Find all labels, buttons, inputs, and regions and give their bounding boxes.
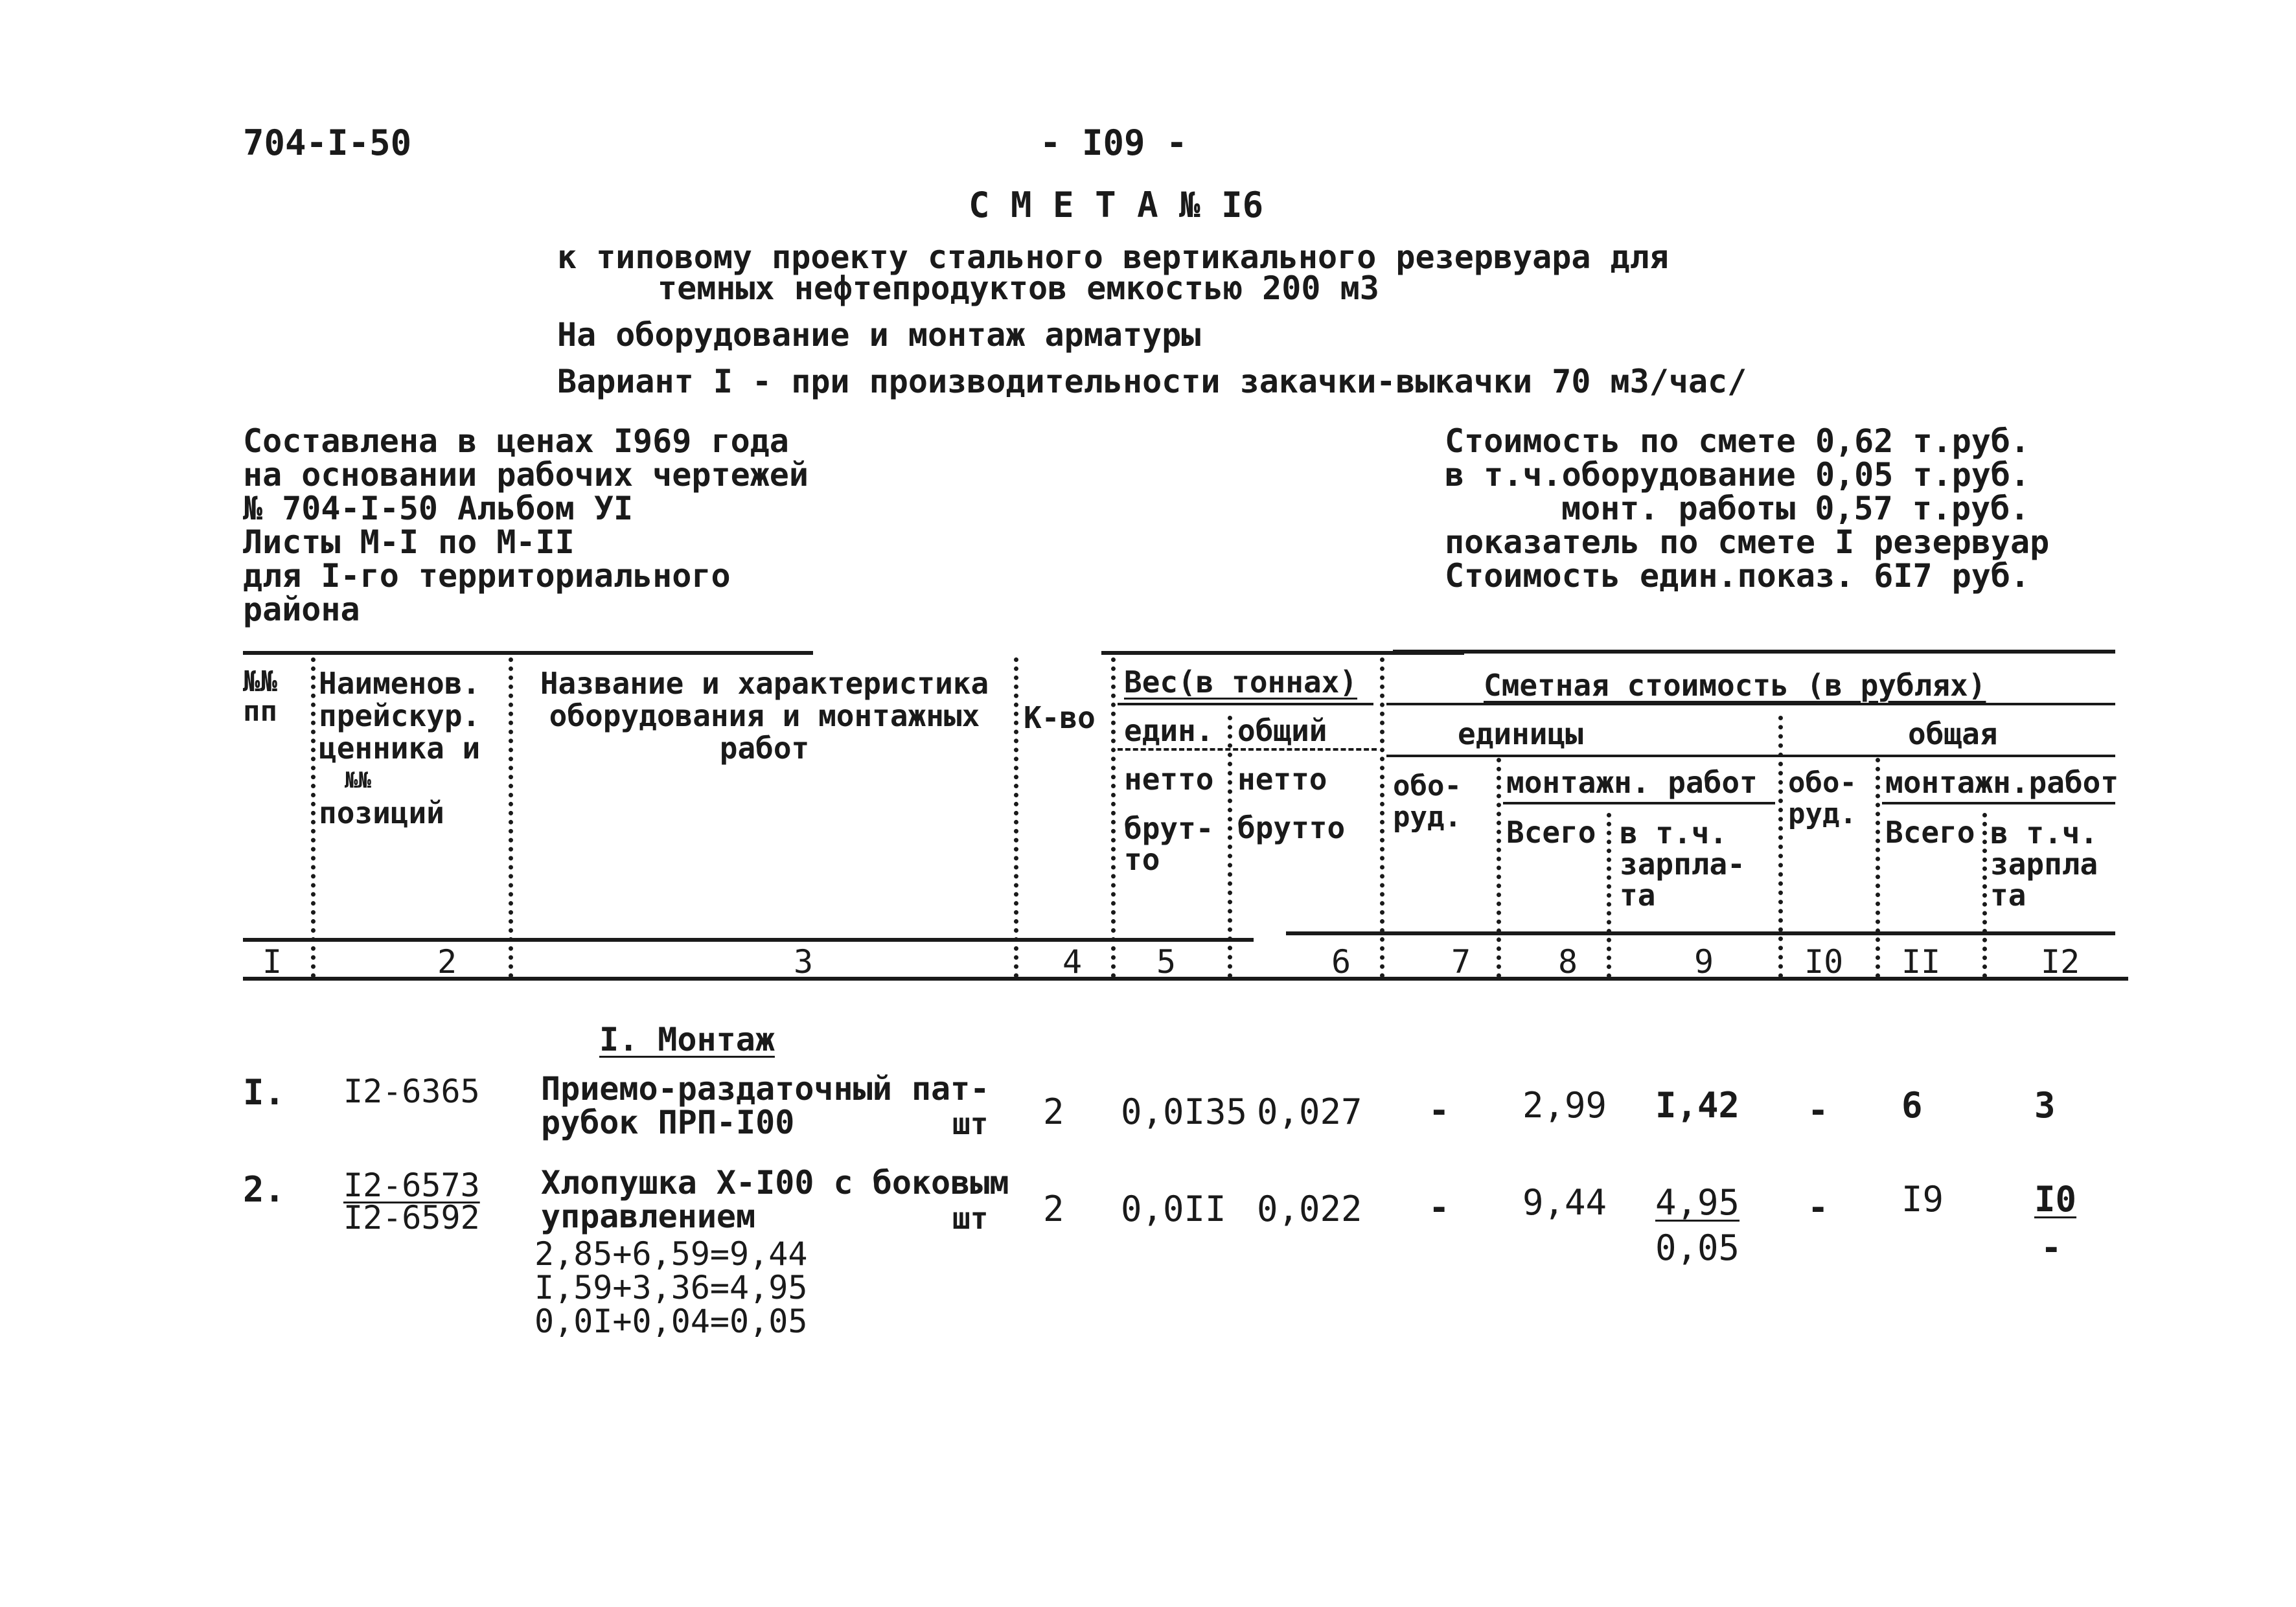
col-number: 2 — [437, 943, 457, 981]
header-bottom-line — [243, 938, 1254, 942]
header-weight-unit: един. — [1124, 713, 1214, 748]
row-weight-total: 0,022 — [1257, 1189, 1362, 1229]
header-equip1: обо- руд. — [1393, 769, 1462, 834]
col-number: 4 — [1062, 943, 1083, 981]
col-number: I2 — [2041, 943, 2080, 981]
row-zp-unit: 4,95 — [1655, 1182, 1740, 1223]
cost-underline — [1386, 703, 2115, 705]
cost-split-line — [1386, 755, 2115, 757]
section-title: I. Монтаж — [599, 1021, 775, 1058]
row-unit: шт — [952, 1201, 989, 1236]
col-number: 5 — [1156, 943, 1177, 981]
header-brutto1: брут- то — [1124, 811, 1214, 877]
weight-underline — [1118, 703, 1373, 705]
header-vsego2: Всего — [1885, 815, 1975, 850]
col-number: 9 — [1694, 943, 1714, 981]
row-mont-unit: 9,44 — [1522, 1182, 1607, 1223]
row-weight-total: 0,027 — [1257, 1091, 1362, 1132]
row-equip-unit: - — [1429, 1090, 1450, 1131]
row-zp-unit-extra: 0,05 — [1655, 1227, 1740, 1268]
header-netto2: нетто — [1237, 762, 1327, 797]
row-zp-total: I0 — [2034, 1179, 2077, 1220]
header-netto1: нетто — [1124, 762, 1214, 797]
header-cost-total: общая — [1908, 716, 1998, 751]
header-cost: Сметная стоимость (в рублях) — [1484, 668, 1986, 703]
col-number: I0 — [1804, 943, 1844, 981]
col-number: 6 — [1331, 943, 1351, 981]
col-separator — [1014, 657, 1018, 978]
row-mont-total: I9 — [1901, 1179, 1944, 1220]
colnum-bottom-line — [243, 977, 2128, 981]
row-zp-total-extra: - — [2041, 1227, 2062, 1268]
table-top-line — [1393, 650, 2115, 654]
row-qty: 2 — [1043, 1091, 1064, 1132]
col-separator — [1982, 813, 1987, 978]
table-top-line — [243, 651, 813, 655]
basis-line: № 704-I-50 Альбом УI — [243, 490, 634, 527]
col-number: 3 — [794, 943, 814, 981]
header-zp2: в т.ч. зарпла та — [1990, 815, 2098, 913]
col-separator — [1497, 758, 1501, 978]
header-cost-unit: единицы — [1458, 716, 1583, 751]
row-number: 2. — [243, 1169, 286, 1210]
page-title: С М Е Т А № I6 — [969, 185, 1264, 225]
col-number: 7 — [1451, 943, 1471, 981]
cost-line: Стоимость един.показ. 6I7 руб. — [1445, 557, 2030, 595]
header-col3: Название и характеристика оборудования и монтажных работ — [540, 666, 989, 766]
row-code: I2-6573 I2-6592 — [343, 1167, 480, 1237]
mont1-underline — [1503, 802, 1775, 804]
col-separator — [311, 657, 316, 978]
basis-block — [243, 424, 809, 626]
row-zp-unit: I,42 — [1655, 1085, 1740, 1126]
cost-summary — [1445, 424, 2049, 593]
row-name: Хлопушка Х-I00 с боковым управлением — [541, 1164, 1009, 1235]
header-bottom-line — [1286, 931, 2115, 935]
row-equip-total: - — [1808, 1187, 1829, 1228]
weight-split-line — [1118, 748, 1377, 751]
row-weight-unit: 0,0I35 — [1121, 1091, 1248, 1132]
basis-line: Составлена в ценах I969 года — [243, 422, 789, 460]
header-zp1: в т.ч. зарпла- та — [1620, 815, 1745, 913]
mont2-underline — [1882, 802, 2115, 804]
header-brutto2: брутто — [1237, 810, 1346, 845]
header-equip2: обо- руд. — [1788, 766, 1857, 830]
basis-line: Листы М-I по М-II — [243, 523, 575, 561]
col-number: I — [262, 943, 282, 981]
header-vsego1: Всего — [1506, 815, 1596, 850]
subject-line: На оборудование и монтаж арматуры — [557, 316, 1201, 354]
header-col1: №№ пп — [243, 665, 277, 728]
page-number: - I09 - — [1040, 122, 1188, 163]
row-zp-total: 3 — [2034, 1085, 2056, 1126]
row-equip-total: - — [1808, 1090, 1829, 1131]
basis-line: района — [243, 591, 360, 628]
row-name: Приемо-раздаточный пат- рубок ПРП-I00 — [541, 1070, 990, 1141]
col-separator — [1228, 716, 1232, 978]
cost-line: Стоимость по смете 0,62 т.руб. — [1445, 422, 2030, 460]
header-weight-total: общий — [1237, 713, 1327, 748]
row-weight-unit: 0,0II — [1121, 1189, 1226, 1229]
col-separator — [1778, 716, 1783, 978]
basis-line: для I-го территориального — [243, 557, 731, 595]
row-qty: 2 — [1043, 1189, 1064, 1229]
cost-line: показатель по смете I резервуар — [1445, 523, 2050, 561]
basis-line: на основании рабочих чертежей — [243, 456, 809, 494]
row-number: I. — [243, 1072, 286, 1113]
col-separator — [509, 657, 513, 978]
col-separator — [1607, 813, 1611, 978]
row-equip-unit: - — [1429, 1187, 1450, 1228]
col-number: 8 — [1558, 943, 1578, 981]
header-mont1: монтажн. работ — [1506, 765, 1758, 800]
row-mont-unit: 2,99 — [1522, 1085, 1607, 1126]
subtitle-line2: темных нефтепродуктов емкостью 200 м3 — [658, 269, 1379, 307]
row-calc: 2,85+6,59=9,44 I,59+3,36=4,95 0,0I+0,04=0,05 — [534, 1235, 808, 1340]
header-weight: Вес(в тоннах) — [1124, 665, 1358, 700]
cost-line: в т.ч.оборудование 0,05 т.руб. — [1445, 456, 2030, 494]
col-separator — [1111, 657, 1116, 978]
header-mont2: монтажн.работ — [1885, 765, 2119, 800]
header-col4: К-во — [1024, 700, 1096, 735]
col-separator — [1876, 758, 1880, 978]
col-number: II — [1901, 943, 1941, 981]
doc-code: 704-I-50 — [243, 122, 412, 163]
row-code: I2-6365 — [343, 1073, 480, 1110]
col-separator — [1380, 657, 1384, 978]
row-mont-total: 6 — [1901, 1085, 1923, 1126]
row-unit: шт — [952, 1106, 989, 1141]
subtitle-line1: к типовому проекту стального вертикального резервуара для — [557, 238, 1669, 276]
header-col2: Наименов. прейскур. ценника и №№ позиций — [319, 666, 481, 830]
cost-line: монт. работы 0,57 т.руб. — [1561, 490, 2030, 527]
variant-line: Вариант I - при производительности закачки-выкачки 70 м3/час/ — [557, 363, 1747, 400]
